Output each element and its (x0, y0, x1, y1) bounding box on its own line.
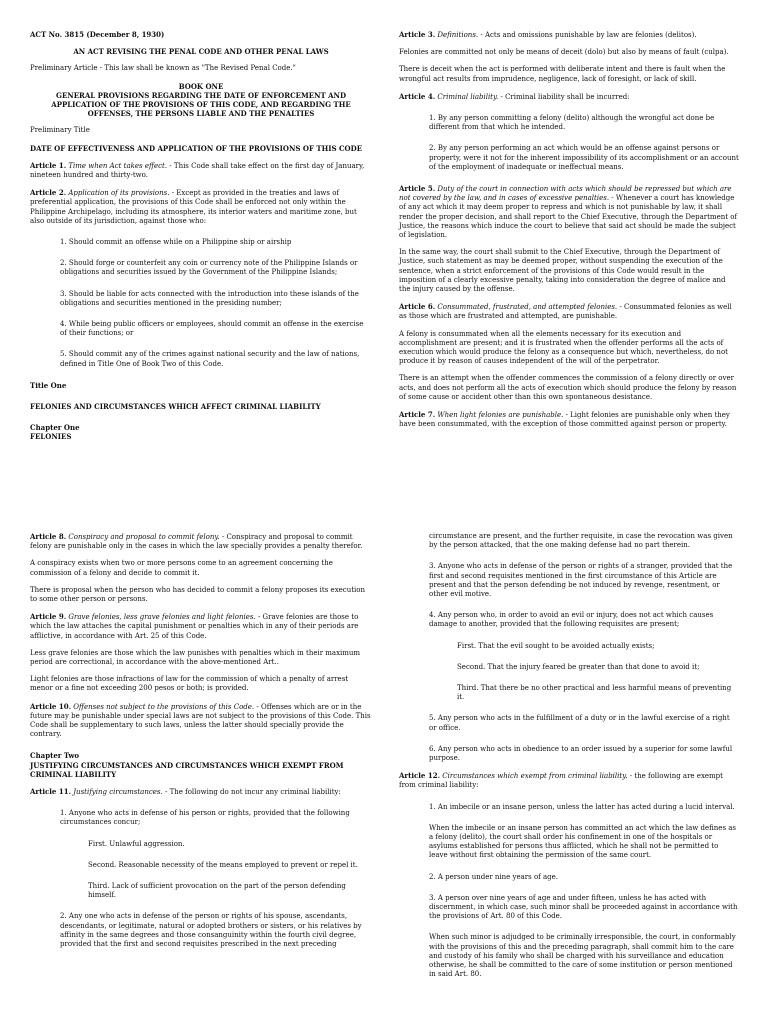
chapter-one-label: Chapter One (30, 423, 80, 433)
article-label: Article 5. (399, 184, 436, 194)
article-title: Duty of the court in connection with acts which should be repressed but which are not covered by the law, and in cases of excessive penalties. (399, 185, 732, 203)
sub-item: First. Unlawful aggression. (88, 839, 185, 848)
act-header: ACT No. 3815 (December 8, 1930) (30, 30, 165, 39)
page1-right-column (399, 30, 739, 438)
sub-item: Second. Reasonable necessity of the means employed to prevent or repel it. (88, 860, 358, 869)
article-title: Justifying circumstances. (73, 788, 163, 797)
paragraph: A conspiracy exists when two or more persons come to an agreement concerning the commission of a felony and decide to commit it. (30, 559, 333, 577)
article-4 (399, 92, 739, 102)
list-item: 3. Anyone who acts in defense of the person or rights of a stranger, provided that the first and second requisites mentioned in the first circumstance of this Article are present and that the person defending be not induced by revenge, resentment, or other evil motive. (429, 562, 733, 599)
document-page-2 (0, 512, 768, 1024)
chapter-one-name: FELONIES (30, 432, 72, 442)
article-text: - Light felonies are punishable only when they have been consummated, with the exception of those committed against person or property. (399, 411, 730, 429)
article-text: - Grave felonies are those to which the law attaches the capital punishment or penalties which in any of their periods are afflictive, in accordance with Art. 25 of this Code. (30, 613, 359, 640)
article-1 (30, 161, 372, 180)
list-item: 3. A person over nine years of age and under fifteen, unless he has acted with discernment, in which case, such minor shall be proceeded against in accordance with the provisions of Art. 80 of this Code. (429, 893, 738, 921)
article-label: Article 7. (399, 410, 436, 420)
article-7 (399, 410, 739, 429)
article-text: - Whenever a court has knowledge of any act which it may deem proper to repress and which is not punishable by law, it shall render the proper decision, and shall report to the Chief Executive, through the Department of Justice, the reasons which induce the court to believe that said act should be made the subject of legislation. (399, 194, 738, 240)
felonies-heading: FELONIES AND CIRCUMSTANCES WHICH AFFECT CRIMINAL LIABILITY (30, 402, 321, 412)
article-text: - The following do not incur any criminal liability: (162, 788, 341, 797)
article-title: Application of its provisions. (68, 189, 170, 198)
list-item: 1. Anyone who acts in defense of his person or rights, provided that the following circumstances concur; (60, 809, 350, 827)
chapter-two-label: Chapter Two (30, 751, 80, 761)
paragraph: When the imbecile or an insane person has committed an act which the law defines as a felony (delito), the court shall order his confinement in one of the hospitals or asylums established for persons thus afflicted, which he shall not be permitted to leave without first obtaining the permission of the same court. (429, 823, 737, 860)
article-6 (399, 302, 739, 321)
sub-item: Third. Lack of sufficient provocation on the part of the person defending himself. (88, 882, 346, 900)
article-9 (30, 612, 372, 641)
article-label: Article 4. (399, 91, 436, 101)
article-8 (30, 532, 372, 551)
list-item: 2. Any one who acts in defense of the person or rights of his spouse, ascendants, descendants, or legitimate, natural or adopted brothers or sisters, or his relatives by affinity in the same degrees and those consanguinity within the fourth civil degree, provided that the first and second requisites prescribed in the next preceding (60, 912, 362, 949)
article-title: Definitions. (437, 31, 479, 39)
article-label: Article 1. (30, 160, 67, 170)
article-text: - Except as provided in the treaties and laws of preferential application, the provisions of this Code shall be enforced not only within the Philippine Archipelago, including its atmosphere, its interior waters and maritime zone, but also outside of its jurisdiction, against those who: (30, 189, 357, 225)
article-label: Article 3. (399, 30, 436, 39)
article-text: - This Code shall take effect on the first day of January, nineteen hundred and thirty-two. (30, 161, 365, 180)
list-item: 2. By any person performing an act which would be an offense against persons or property, were it not for the inherent impossibility of its accomplishment or an account of the employment of inadequate or ineffectual means. (429, 144, 739, 171)
article-text: - Criminal liability shall be incurred: (498, 92, 630, 101)
paragraph: Felonies are committed not only be means of deceit (dolo) but also by means of fault (culpa). (399, 48, 729, 57)
list-item: 1. By any person committing a felony (delito) although the wrongful act done be different from that which he intended. (429, 114, 715, 132)
paragraph: When such minor is adjudged to be criminally irresponsible, the court, in conformably with the provisions of this and the preceding paragraph, shall commit him to the care and custody of his family who shall be charged with his surveillance and education otherwise, he shall be committed to the care of some institution or person mentioned in said Art. 80. (429, 933, 736, 979)
list-item: 1. Should commit an offense while on a Philippine ship or airship (60, 238, 292, 247)
list-item: 1. An imbecile or an insane person, unless the latter has acted during a lucid interval. (429, 802, 735, 811)
article-2 (30, 188, 372, 226)
chapter-two-name: JUSTIFYING CIRCUMSTANCES AND CIRCUMSTANCES WHICH EXEMPT FROM CRIMINAL LIABILITY (30, 760, 344, 779)
article-3 (399, 30, 739, 40)
list-item: 4. Any person who, in order to avoid an evil or injury, does not act which causes damage to another, provided that the following requisites are present; (429, 611, 714, 629)
paragraph: A felony is consummated when all the elements necessary for its execution and accomplishment are present; and it is frustrated when the offender performs all the acts of execution which would produce the felony as a consequence but which, nevertheless, do not produce it by reason of causes independent of the will of the perpetrator. (399, 329, 728, 366)
article-label: Article 6. (399, 302, 436, 312)
continued-paragraph: circumstance are present, and the further requisite, in case the revocation was given by the person attacked, that the one making defense had no part therein. (429, 532, 733, 550)
article-label: Article 9. (30, 612, 67, 622)
sub-item: First. That the evil sought to be avoided actually exists; (457, 641, 655, 650)
date-effectiveness-heading: DATE OF EFFECTIVENESS AND APPLICATION OF THE PROVISIONS OF THIS CODE (30, 143, 363, 153)
list-item: 3. Should be liable for acts connected with the introduction into these islands of the obligations and securities mentioned in the presiding number; (60, 289, 359, 307)
list-item: 5. Any person who acts in the fulfillment of a duty or in the lawful exercise of a right or office. (429, 714, 730, 732)
list-item: 4. While being public officers or employees, should commit an offense in the exercise of their functions; or (60, 320, 364, 338)
preliminary-article: Preliminary Article - This law shall be known as "The Revised Penal Code." (30, 64, 296, 73)
article-text: - the following are exempt from criminal liability: (399, 772, 723, 790)
list-item: 2. A person under nine years of age. (429, 872, 559, 881)
article-12 (399, 771, 739, 790)
article-label: Article 8. (30, 532, 67, 541)
title-one: Title One (30, 380, 67, 390)
book-one-heading: GENERAL PROVISIONS REGARDING THE DATE OF ENFORCEMENT AND APPLICATION OF THE PROVISIONS OF THIS CODE, AND REGARDING THE OFFENSES, THE PERSONS LIABLE AND THE PENALTIES (51, 90, 351, 119)
article-label: Article 11. (30, 787, 72, 797)
article-title: Grave felonies, less grave felonies and light felonies. (68, 613, 256, 622)
act-title: AN ACT REVISING THE PENAL CODE AND OTHER PENAL LAWS (73, 47, 329, 57)
article-text: - Consummated felonies as well as those which are frustrated and attempted, are punishable. (399, 303, 732, 321)
sub-item: Third. That there be no other practical and less harmful means of preventing it. (457, 684, 732, 702)
paragraph: Light felonies are those infractions of law for the commission of which a penalty of arrest menor or a fine not exceeding 200 pesos or both; is provided. (30, 675, 349, 693)
article-label: Article 2. (30, 188, 67, 198)
paragraph: There is an attempt when the offender commences the commission of a felony directly or over acts, and does not perform all the acts of execution which should produce the felony by reason of some cause or accident other than this own spontaneous desistance. (399, 374, 737, 401)
article-title: Criminal liability. (437, 92, 499, 101)
paragraph: There is deceit when the act is performed with deliberate intent and there is fault when the wrongful act results from imprudence, negligence, lack of foresight, or lack of skill. (399, 65, 726, 83)
book-one-label: BOOK ONE (178, 81, 224, 91)
paragraph: In the same way, the court shall submit to the Chief Executive, through the Department of Justice, such statement as may be deemed proper, without suspending the execution of the sentence, when a strict enforcement of the provisions of this Code would result in the imposition of a clearly excessive penalty, taking into consideration the degree of malice and the injury caused by the offense. (399, 248, 726, 294)
article-title: Conspiracy and proposal to commit felony. (68, 533, 220, 541)
list-item: 6. Any person who acts in obedience to an order issued by a superior for some lawful purpose. (429, 744, 733, 763)
article-label: Article 10. (30, 701, 72, 711)
article-text: - Conspiracy and proposal to commit felony are punishable only in the cases in which the law specially provides a penalty therefor. (30, 533, 363, 551)
list-item: 5. Should commit any of the crimes against national security and the law of nations, defined in Title One of Book Two of this Code. (60, 350, 360, 368)
article-title: Offenses not subject to the provisions of this Code. (73, 702, 255, 711)
article-10 (30, 702, 372, 740)
article-11 (30, 787, 372, 797)
preliminary-title: Preliminary Title (30, 126, 90, 135)
article-title: Time when Act takes effect. (68, 161, 168, 170)
page2-right-column (399, 532, 739, 988)
list-item: 2. Should forge or counterfeit any coin or currency note of the Philippine Islands or obligations and securities issued by the Government of the Philippine Islands; (60, 259, 358, 277)
article-5 (399, 184, 739, 240)
paragraph: There is proposal when the person who has decided to commit a felony proposes its execution to some other person or persons. (30, 585, 365, 604)
article-title: Circumstances which exempt from criminal liability. (442, 772, 628, 781)
page1-left-column (30, 30, 372, 442)
article-text: - Acts and omissions punishable by law are felonies (delitos). (478, 31, 697, 39)
article-title: When light felonies are punishable. (437, 411, 564, 420)
article-text: - Offenses which are or in the future may be punishable under special laws are not subject to the provisions of this Code. This Code shall be supplementary to such laws, unless the latter should specially provide the contrary. (30, 702, 371, 739)
article-label: Article 12. (399, 771, 441, 781)
page2-left-column (30, 532, 372, 957)
article-title: Consummated, frustrated, and attempted felonies. (437, 303, 618, 312)
sub-item: Second. That the injury feared be greater than that done to avoid it; (457, 662, 700, 671)
paragraph: Less grave felonies are those which the law punishes with penalties which in their maximum period are correctional, in accordance with the above-mentioned Art.. (30, 648, 361, 667)
